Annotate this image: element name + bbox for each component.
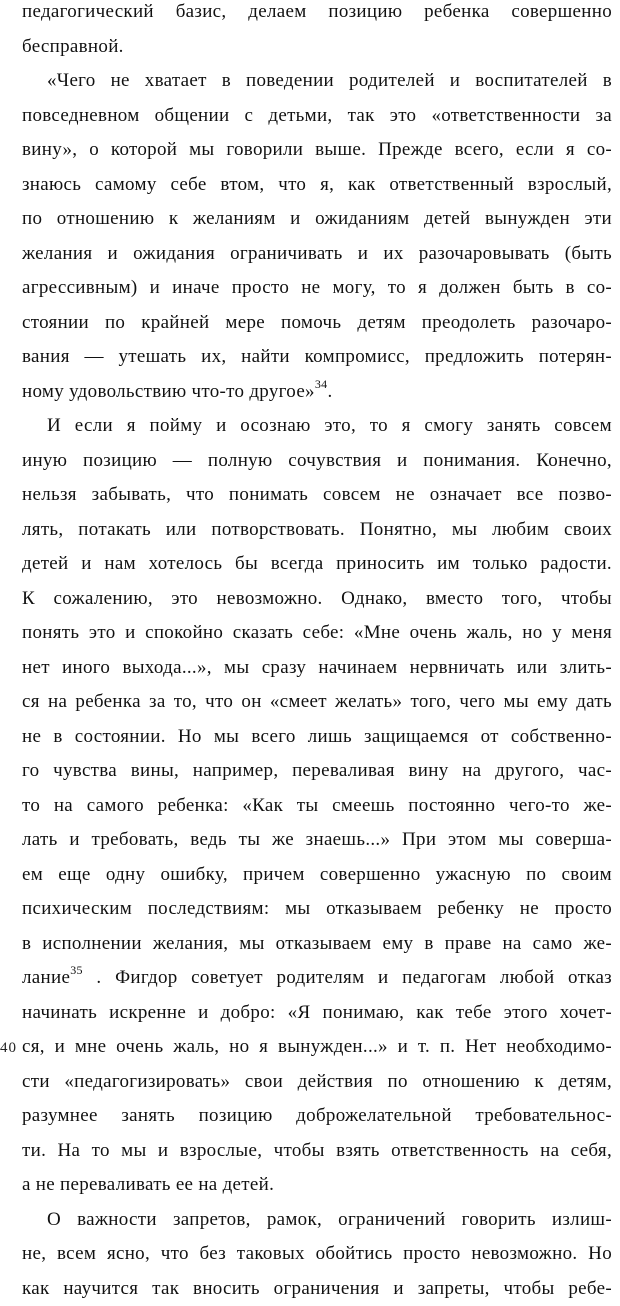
- line-text: желания и ожидания ограничивать и их разочаровывать (быть: [22, 243, 612, 264]
- text-line: [22, 271, 612, 306]
- body-text: [22, 0, 612, 1306]
- line-text: иную позицию — полную сочувствия и понимания. Конечно,: [22, 450, 612, 471]
- text-line: [22, 616, 612, 651]
- text-line: [22, 409, 612, 444]
- text-line: [22, 720, 612, 755]
- text-line: [22, 1203, 612, 1238]
- text-line: [22, 1272, 612, 1306]
- text-line: [22, 1237, 612, 1272]
- line-text: сти «педагогизировать» свои действия по отношению к детям,: [22, 1071, 612, 1092]
- line-text: ти. На то мы и взрослые, чтобы взять ответственность на себя,: [22, 1140, 612, 1161]
- text-line: [22, 582, 612, 617]
- line-text: вину», о которой мы говорили выше. Прежде всего, если я со-: [22, 139, 612, 160]
- line-text: повседневном общении с детьми, так это «ответственности за: [22, 105, 612, 126]
- text-line: [22, 961, 612, 996]
- line-text: О важности запретов, рамок, ограничений говорить излиш-: [47, 1209, 612, 1230]
- line-text: агрессивным) и иначе просто не могу, то я должен быть в со-: [22, 277, 612, 298]
- line-text: И если я пойму и осознаю это, то я смогу занять совсем: [47, 415, 612, 436]
- line-text: а не переваливать ее на детей.: [22, 1174, 274, 1195]
- line-text: ному удовольствию что-то другое»: [22, 381, 315, 402]
- line-text-continued: .: [327, 381, 332, 402]
- line-text: ем еще одну ошибку, причем совершенно ужасную по своим: [22, 864, 612, 885]
- text-line: [22, 996, 612, 1031]
- text-line: [22, 306, 612, 341]
- text-line: [22, 927, 612, 962]
- text-line: [22, 444, 612, 479]
- text-line: [22, 513, 612, 548]
- line-text: лять, потакать или потворствовать. Понятно, мы любим своих: [22, 519, 612, 540]
- text-line: [22, 340, 612, 375]
- text-line: [22, 1065, 612, 1100]
- line-text: педагогический базис, делаем позицию ребенка совершенно: [22, 1, 612, 22]
- text-line: [22, 133, 612, 168]
- text-line: [22, 30, 612, 65]
- text-line: [22, 0, 612, 30]
- line-text: стоянии по крайней мере помочь детям преодолеть разочаро-: [22, 312, 612, 333]
- line-text: психическим последствиям: мы отказываем ребенку не просто: [22, 898, 612, 919]
- line-text: бесправной.: [22, 36, 124, 57]
- line-text: нельзя забывать, что понимать совсем не означает все позво-: [22, 484, 612, 505]
- text-line: [22, 202, 612, 237]
- line-text: детей и нам хотелось бы всегда приносить им только радости.: [22, 553, 612, 574]
- page-number: 40: [0, 1040, 17, 1057]
- line-text: го чувства вины, например, переваливая вину на другого, час-: [22, 760, 612, 781]
- line-text: не в состоянии. Но мы всего лишь защищаемся от собственно-: [22, 726, 612, 747]
- text-line: [22, 99, 612, 134]
- line-text: нет иного выхода...», мы сразу начинаем нервничать или злить-: [22, 657, 612, 678]
- text-line: [22, 823, 612, 858]
- text-line: [22, 651, 612, 686]
- line-text: понять это и спокойно сказать себе: «Мне очень жаль, но у меня: [22, 622, 612, 643]
- line-text: разумнее занять позицию доброжелательной требовательнос-: [22, 1105, 612, 1126]
- line-text: то на самого ребенка: «Как ты смеешь постоянно чего-то же-: [22, 795, 612, 816]
- text-line: [22, 685, 612, 720]
- text-line: [22, 237, 612, 272]
- text-line: [22, 547, 612, 582]
- text-line: [22, 1099, 612, 1134]
- text-line: [22, 1134, 612, 1169]
- text-line: [22, 375, 612, 410]
- text-line: [22, 478, 612, 513]
- line-text: ся, и мне очень жаль, но я вынужден...» и т. п. Нет необходимо-: [22, 1036, 612, 1057]
- footnote-marker: 35: [70, 963, 83, 977]
- line-text: «Чего не хватает в поведении родителей и воспитателей в: [47, 70, 612, 91]
- text-line: [22, 1030, 612, 1065]
- line-text: в исполнении желания, мы отказываем ему в праве на само же-: [22, 933, 612, 954]
- line-text: ся на ребенка за то, что он «смеет желать» того, чего мы ему дать: [22, 691, 612, 712]
- line-text-continued: . Фигдор советует родителям и педагогам любой отказ: [83, 967, 612, 988]
- line-text: знаюсь самому себе втом, что я, как ответственный взрослый,: [22, 174, 612, 195]
- line-text: как научится так вносить ограничения и запреты, чтобы ребе-: [22, 1278, 612, 1299]
- line-text: К сожалению, это невозможно. Однако, вместо того, чтобы: [22, 588, 612, 609]
- text-line: [22, 754, 612, 789]
- text-line: [22, 1168, 612, 1203]
- text-line: [22, 789, 612, 824]
- line-text: по отношению к желаниям и ожиданиям детей вынужден эти: [22, 208, 612, 229]
- text-line: [22, 858, 612, 893]
- line-text: начинать искренне и добро: «Я понимаю, как тебе этого хочет-: [22, 1002, 612, 1023]
- text-line: [22, 64, 612, 99]
- line-text: лание: [22, 967, 70, 988]
- line-text: лать и требовать, ведь ты же знаешь...» При этом мы соверша-: [22, 829, 612, 850]
- line-text: вания — утешать их, найти компромисс, предложить потерян-: [22, 346, 612, 367]
- text-line: [22, 168, 612, 203]
- footnote-marker: 34: [315, 377, 328, 391]
- text-line: [22, 892, 612, 927]
- line-text: не, всем ясно, что без таковых обойтись просто невозможно. Но: [22, 1243, 612, 1264]
